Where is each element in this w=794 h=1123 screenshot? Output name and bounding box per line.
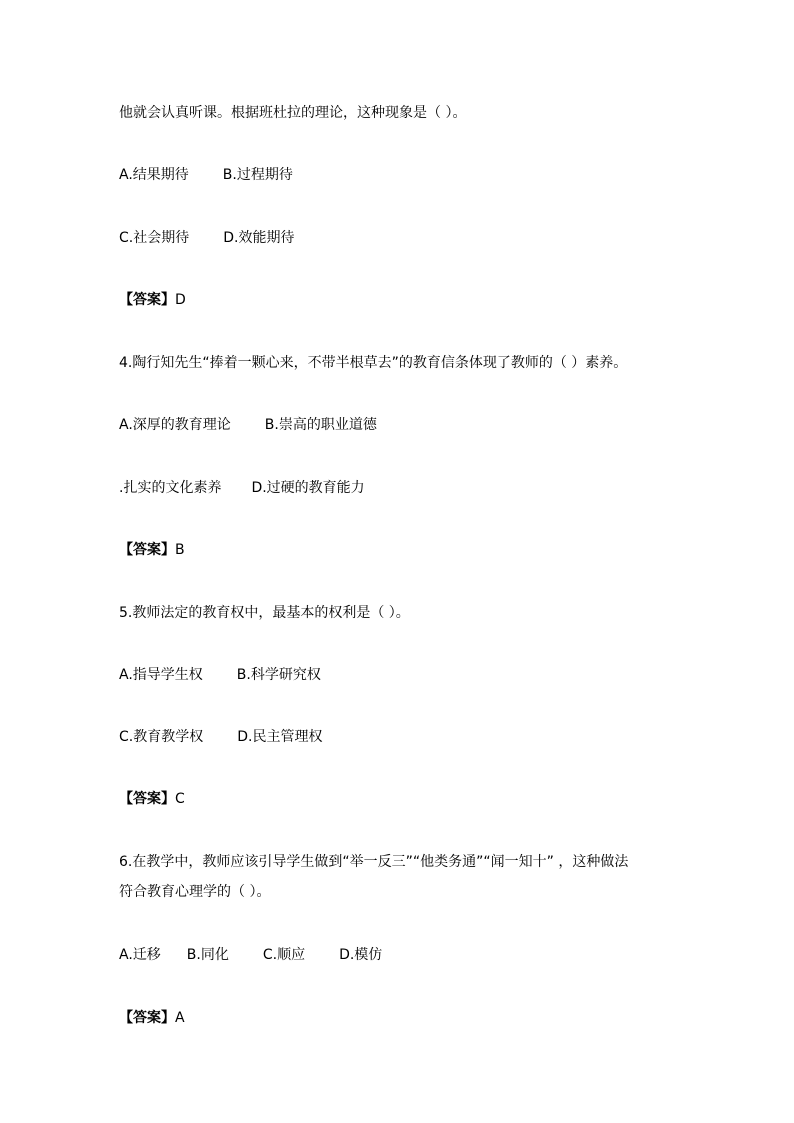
- options-row: [119, 228, 294, 248]
- answer-value: C: [175, 791, 185, 807]
- options-row: [119, 478, 365, 498]
- option-d: D.过硬的教育能力: [251, 480, 365, 496]
- answer-label: 【答案】: [119, 292, 175, 308]
- question-text-line: [119, 852, 628, 872]
- question-stem: 6.在教学中，教师应该引导学生做到“举一反三”“他类务通”“闻一知十” ，这种做法: [119, 854, 629, 870]
- option-b: B.同化: [186, 947, 229, 963]
- answer-line: [119, 290, 186, 310]
- option-a: A.迁移: [119, 947, 161, 963]
- option-d: D.效能期待: [223, 230, 295, 246]
- option-c: C.社会期待: [119, 230, 190, 246]
- option-a: A.深厚的教育理论: [119, 417, 231, 433]
- option-c: C.教育教学权: [119, 729, 204, 745]
- option-c: .扎实的文化素养: [119, 480, 222, 496]
- option-a: A.指导学生权: [119, 667, 203, 683]
- question-text-line: [119, 882, 270, 902]
- question-stem-continued: 符合教育心理学的（ ）。: [119, 884, 271, 900]
- option-b: B.崇高的职业道德: [264, 417, 377, 433]
- options-row: [119, 665, 321, 685]
- question-text-line: [119, 103, 466, 123]
- question-text-line: [119, 603, 410, 623]
- answer-label: 【答案】: [119, 542, 175, 558]
- answer-label: 【答案】: [119, 1010, 175, 1026]
- option-b: B.科学研究权: [236, 667, 321, 683]
- options-row: [119, 727, 322, 747]
- question-text-line: [119, 353, 627, 373]
- question-stem: 5.教师法定的教育权中，最基本的权利是（ ）。: [119, 605, 410, 621]
- answer-value: A: [175, 1010, 185, 1026]
- answer-line: [119, 789, 185, 809]
- answer-line: [119, 1008, 185, 1028]
- answer-value: B: [175, 542, 185, 558]
- answer-line: [119, 540, 185, 560]
- question-stem: 他就会认真听课。根据班杜拉的理论，这种现象是（ ）。: [119, 105, 467, 121]
- option-d: D.民主管理权: [237, 729, 323, 745]
- answer-label: 【答案】: [119, 791, 175, 807]
- option-b: B.过程期待: [222, 167, 293, 183]
- option-d: D.模仿: [339, 947, 383, 963]
- question-stem: 4.陶行知先生“捧着一颗心来，不带半根草去”的教育信条体现了教师的（ ）素养。: [119, 355, 628, 371]
- option-c: C.顺应: [262, 947, 306, 963]
- option-a: A.结果期待: [119, 167, 189, 183]
- options-row: [119, 945, 382, 965]
- options-row: [119, 415, 377, 435]
- options-row: [119, 165, 293, 185]
- answer-value: D: [175, 292, 186, 308]
